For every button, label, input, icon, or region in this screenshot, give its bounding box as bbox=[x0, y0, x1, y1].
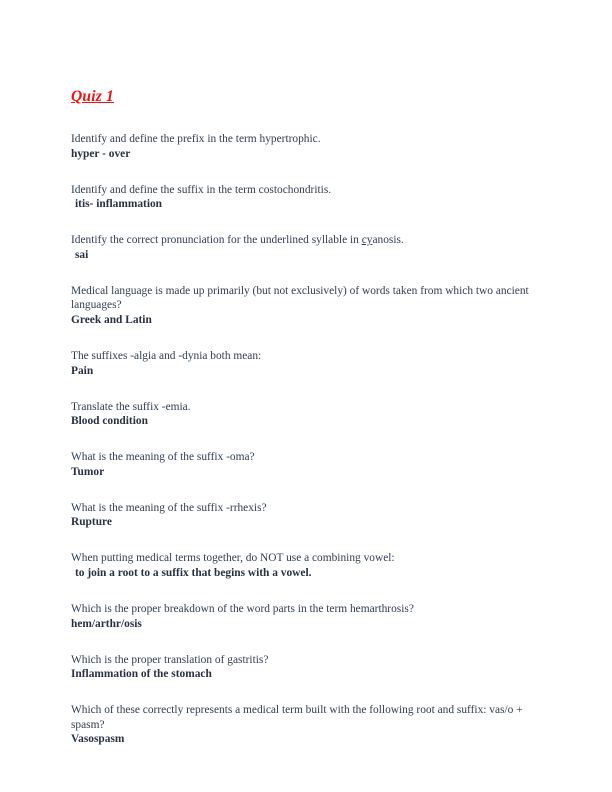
page-title: Quiz 1 bbox=[71, 88, 114, 105]
question-text: Identify and define the suffix in the term costochondritis. bbox=[71, 183, 332, 196]
answer-text: to join a root to a suffix that begins with a vowel. bbox=[75, 566, 312, 579]
answer-text: Blood condition bbox=[71, 415, 148, 428]
question-text: The suffixes -algia and -dynia both mean: bbox=[71, 349, 262, 362]
qa-block bbox=[71, 602, 540, 632]
qa-block bbox=[71, 653, 540, 683]
question-text: Identify and define the prefix in the term hypertrophic. bbox=[71, 133, 321, 145]
answer-text: hyper - over bbox=[71, 147, 131, 160]
answer-text: sai bbox=[75, 248, 89, 261]
question-text: When putting medical terms together, do NOT use a combining vowel: bbox=[71, 552, 395, 565]
question-text-suffix: anosis. bbox=[372, 234, 404, 247]
question-text-prefix: Identify the correct pronunciation for the underlined syllable in bbox=[71, 234, 362, 247]
question-text: Which is the proper breakdown of the word parts in the term hemarthrosis? bbox=[71, 602, 414, 615]
qa-block bbox=[71, 132, 540, 162]
question-text: What is the meaning of the suffix -rrhexis? bbox=[71, 501, 267, 514]
qa-block bbox=[71, 284, 540, 328]
answer-text: Tumor bbox=[71, 465, 105, 478]
question-text: Medical language is made up primarily (but not exclusively) of words taken from which two ancient languages? bbox=[71, 284, 529, 312]
qa-block bbox=[71, 233, 540, 263]
answer-text: Rupture bbox=[71, 516, 112, 529]
qa-block bbox=[71, 400, 540, 430]
qa-block bbox=[71, 703, 540, 747]
answer-text: Vasospasm bbox=[71, 733, 125, 746]
qa-block bbox=[71, 349, 540, 379]
question-text: What is the meaning of the suffix -oma? bbox=[71, 451, 255, 464]
answer-text: itis- inflammation bbox=[75, 198, 163, 211]
qa-block bbox=[71, 551, 540, 581]
underlined-syllable: cy bbox=[361, 234, 373, 247]
question-text bbox=[71, 233, 537, 248]
answer-text: Inflammation of the stomach bbox=[71, 668, 212, 681]
question-text: Which is the proper translation of gastritis? bbox=[71, 653, 269, 666]
qa-block bbox=[71, 183, 540, 213]
question-text: Translate the suffix -emia. bbox=[71, 400, 191, 413]
question-text: Which of these correctly represents a medical term built with the following root and suffix: vas/o + spasm? bbox=[71, 704, 523, 731]
answer-text: hem/arthr/osis bbox=[71, 617, 142, 630]
answer-text: Greek and Latin bbox=[71, 313, 152, 326]
qa-block bbox=[71, 501, 540, 531]
answer-text: Pain bbox=[71, 364, 94, 377]
qa-block bbox=[71, 450, 540, 480]
